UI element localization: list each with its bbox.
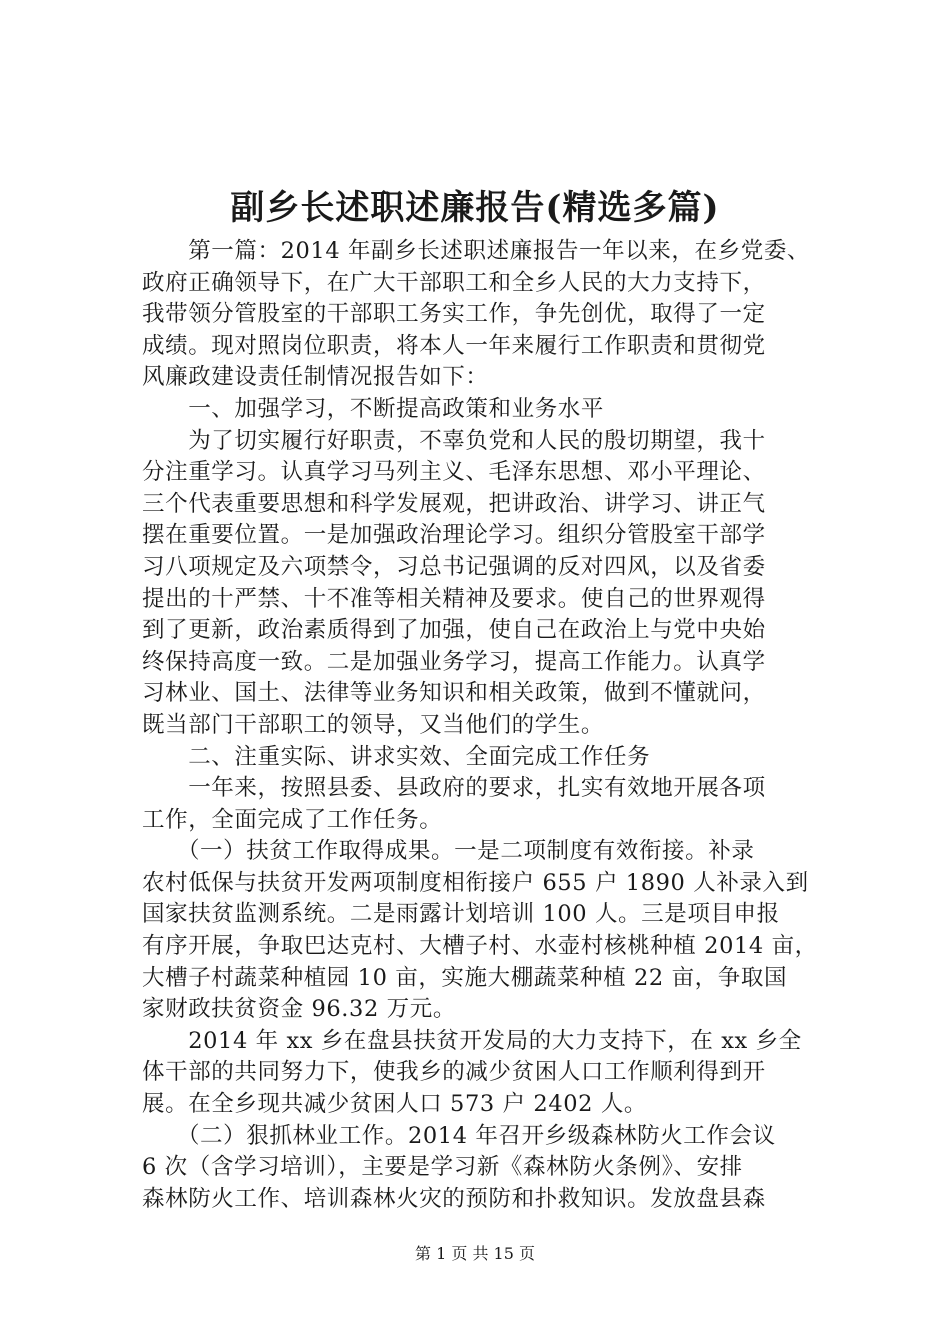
body-text-line: 森林防火工作、培训森林火灾的预防和扑救知识。发放盘县森: [142, 1185, 766, 1212]
body-text-line: 一年来，按照县委、县政府的要求，扎实有效地开展各项: [142, 775, 766, 802]
body-text-line: 二、注重实际、讲求实效、全面完成工作任务: [142, 743, 651, 770]
document-body: [142, 236, 832, 1215]
body-text-line: 习林业、国土、法律等业务知识和相关政策，做到不懂就问，: [142, 680, 766, 707]
body-text-line: 成绩。现对照岗位职责，将本人一年来履行工作职责和贯彻党: [142, 332, 766, 359]
page-footer: 第 1 页 共 15 页: [415, 1244, 535, 1263]
body-text-line: 提出的十严禁、十不准等相关精神及要求。使自己的世界观得: [142, 585, 766, 612]
body-text-line: 体干部的共同努力下，使我乡的减少贫困人口工作顺利得到开: [142, 1059, 766, 1086]
body-text-line: （一）扶贫工作取得成果。一是二项制度有效衔接。补录: [142, 838, 755, 865]
body-text-line: 为了切实履行好职责，不辜负党和人民的殷切期望，我十: [142, 427, 766, 454]
body-text-line: 有序开展，争取巴达克村、大槽子村、水壶村核桃种植 2014 亩，: [142, 933, 818, 960]
body-text-line: 既当部门干部职工的领导，又当他们的学生。: [142, 711, 605, 738]
body-text-line: 第一篇：2014 年副乡长述职述廉报告一年以来，在乡党委、: [142, 238, 811, 264]
body-text-line: 农村低保与扶贫开发两项制度相衔接户 655 户 1890 人补录入到: [142, 869, 809, 896]
body-text-line: 2014 年 xx 乡在盘县扶贫开发局的大力支持下，在 xx 乡全: [142, 1027, 802, 1054]
body-text-line: 一、加强学习，不断提高政策和业务水平: [142, 395, 605, 422]
body-text-line: 6 次（含学习培训），主要是学习新《森林防火条例》、安排: [142, 1154, 743, 1181]
body-text-line: 政府正确领导下，在广大干部职工和全乡人民的大力支持下，: [142, 269, 766, 296]
body-text-line: 摆在重要位置。一是加强政治理论学习。组织分管股室干部学: [142, 522, 766, 549]
body-text-line: 三个代表重要思想和科学发展观，把讲政治、讲学习、讲正气: [142, 490, 766, 517]
body-text-line: 终保持高度一致。二是加强业务学习，提高工作能力。认真学: [142, 648, 766, 675]
body-text-line: 到了更新，政治素质得到了加强，使自己在政治上与党中央始: [142, 617, 766, 644]
document-title: 副乡长述职述廉报告(精选多篇): [230, 188, 720, 228]
body-text-line: 分注重学习。认真学习马列主义、毛泽东思想、邓小平理论、: [142, 459, 766, 486]
body-text-line: 工作，全面完成了工作任务。: [142, 806, 443, 833]
body-text-line: 家财政扶贫资金 96.32 万元。: [142, 996, 456, 1023]
body-text-line: （二）狠抓林业工作。2014 年召开乡级森林防火工作会议: [142, 1122, 776, 1149]
body-text-line: 风廉政建设责任制情况报告如下：: [142, 364, 489, 391]
body-text-line: 国家扶贫监测系统。二是雨露计划培训 100 人。三是项目申报: [142, 901, 780, 928]
body-text-line: 习八项规定及六项禁令，习总书记强调的反对四风，以及省委: [142, 553, 766, 580]
body-text-line: 大槽子村蔬菜种植园 10 亩，实施大棚蔬菜种植 22 亩，争取国: [142, 964, 788, 991]
body-text-line: 我带领分管股室的干部职工务实工作，争先创优，取得了一定: [142, 301, 766, 328]
body-text-line: 展。在全乡现共减少贫困人口 573 户 2402 人。: [142, 1091, 648, 1118]
